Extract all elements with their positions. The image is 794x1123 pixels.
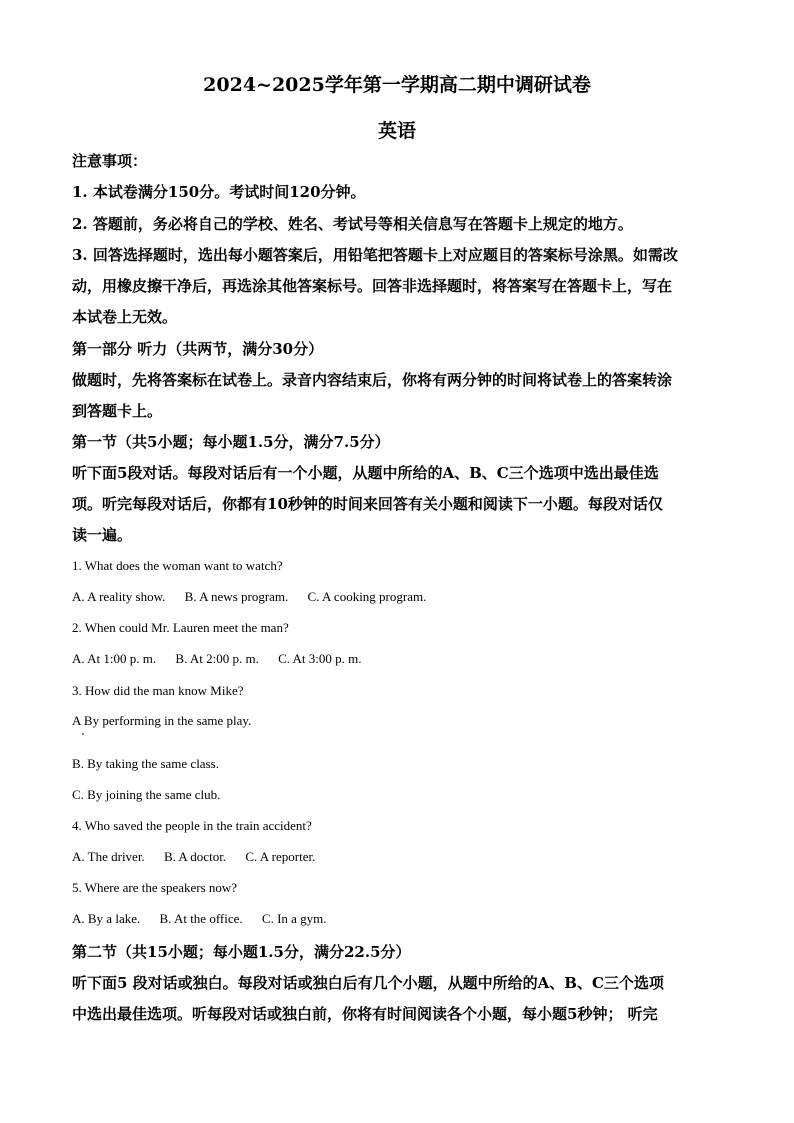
- question-1: 1. What does the woman want to watch?: [72, 558, 283, 573]
- question-4-options: [72, 849, 315, 865]
- section1-heading: 第一节（共5小题；每小题1.5分，满分7.5分）: [72, 433, 390, 451]
- notes-heading: 注意事项：: [72, 152, 148, 170]
- note-item-2: 2. 答题前，务必将自己的学校、姓名、考试号等相关信息写在答题卡上规定的地方。: [72, 215, 633, 233]
- section1-instruction-line-2: 项。听完每段对话后，你都有10秒钟的时间来回答有关小题和阅读下一小题。每段对话仅: [72, 495, 663, 513]
- question-1-options: [72, 589, 426, 605]
- question-5-option-a: A. By a lake.: [72, 911, 141, 926]
- note-item-1: 1. 本试卷满分150分。考试时间120分钟。: [72, 183, 366, 201]
- note-item-3-line-2: 动，用橡皮擦干净后，再选涂其他答案标号。回答非选择题时，将答案写在答题卡上，写在: [72, 277, 673, 295]
- question-4-option-c: C. A reporter.: [245, 849, 316, 864]
- question-2: 2. When could Mr. Lauren meet the man?: [72, 620, 289, 635]
- part1-heading: 第一部分 听力（共两节，满分30分）: [72, 340, 324, 358]
- question-5-options: [72, 911, 327, 927]
- question-1-option-c: C. A cooking program.: [307, 589, 427, 604]
- note-item-3-line-3: 本试卷上无效。: [72, 308, 178, 326]
- question-5-option-c: C. In a gym.: [261, 911, 327, 926]
- question-3-option-c: C. By joining the same club.: [72, 787, 221, 802]
- question-3: 3. How did the man know Mike?: [72, 683, 244, 698]
- question-2-option-b: B. At 2:00 p. m.: [175, 651, 259, 666]
- question-5-option-b: B. At the office.: [159, 911, 243, 926]
- stray-mark: [82, 733, 84, 735]
- section1-instruction-line-1: 听下面5段对话。每段对话后有一个小题，从题中所给的A、B、C三个选项中选出最佳选: [72, 464, 659, 482]
- subject-title: 英语: [377, 120, 416, 142]
- section1-instruction-line-3: 读一遍。: [72, 526, 133, 544]
- question-4: 4. Who saved the people in the train accident?: [72, 818, 312, 833]
- question-1-option-a: A. A reality show.: [72, 589, 166, 604]
- question-2-option-a: A. At 1:00 p. m.: [72, 651, 157, 666]
- part1-instruction-line-1: 做题时，先将答案标在试卷上。录音内容结束后，你将有两分钟的时间将试卷上的答案转涂: [72, 371, 673, 389]
- question-4-option-b: B. A doctor.: [163, 849, 227, 864]
- part1-instruction-line-2: 到答题卡上。: [72, 402, 163, 420]
- question-4-option-a: A. The driver.: [72, 849, 145, 864]
- question-2-options: [72, 651, 362, 667]
- section2-heading: 第二节（共15小题；每小题1.5分，满分22.5分）: [72, 943, 411, 961]
- question-3-option-b: B. By taking the same class.: [72, 756, 219, 771]
- question-3-option-a: A By performing in the same play.: [72, 713, 252, 728]
- exam-title: 2024~2025学年第一学期高二期中调研试卷: [203, 74, 591, 96]
- question-5: 5. Where are the speakers now?: [72, 880, 238, 895]
- question-2-option-c: C. At 3:00 p. m.: [278, 651, 362, 666]
- section2-instruction-line-2: 中选出最佳选项。听每段对话或独白前，你将有时间阅读各个小题，每小题5秒钟； 听完: [72, 1005, 658, 1023]
- question-1-option-b: B. A news program.: [184, 589, 289, 604]
- note-item-3-line-1: 3. 回答选择题时，选出每小题答案后，用铅笔把答题卡上对应题目的答案标号涂黑。如需改: [72, 246, 678, 264]
- section2-instruction-line-1: 听下面5 段对话或独白。每段对话或独白后有几个小题，从题中所给的A、B、C三个选项: [72, 974, 664, 992]
